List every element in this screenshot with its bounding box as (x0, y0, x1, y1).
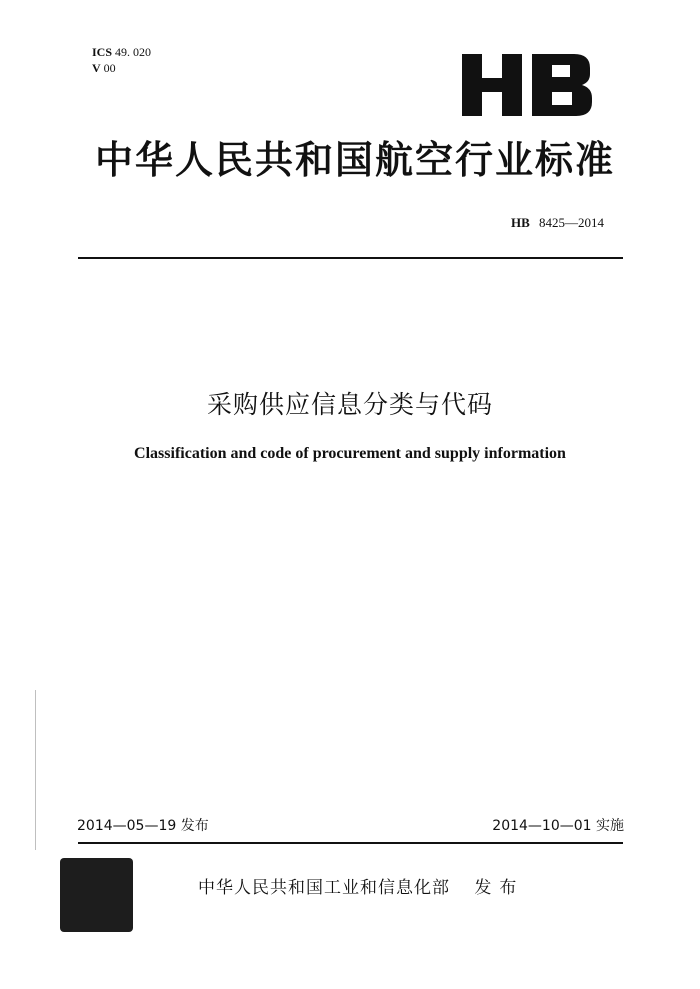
top-rule (78, 257, 623, 259)
ccs-code: 00 (103, 61, 116, 75)
standard-number-value: 8425—2014 (539, 215, 604, 230)
issue-date: 2014—05—19 发布 (77, 818, 209, 834)
bottom-rule (78, 842, 623, 844)
hb-logo (462, 54, 592, 116)
publisher-name: 中华人民共和国工业和信息化部 (198, 878, 450, 898)
standard-code: HB (510, 215, 530, 230)
publisher (198, 873, 524, 898)
ics-classification (92, 44, 151, 76)
title-chinese: 采购供应信息分类与代码 (206, 390, 493, 419)
effective-date: 2014—10—01 实施 (492, 818, 624, 834)
hb-logo-text: HB (527, 94, 529, 95)
standard-number (511, 215, 604, 231)
ics-line (92, 44, 151, 60)
organization-title: 中华人民共和国航空行业标准 (94, 138, 615, 182)
title-english: Classification and code of procurement and supply information (134, 445, 566, 462)
ccs-label: V (92, 61, 101, 75)
publisher-action: 发布 (474, 878, 525, 898)
ccs-line (92, 60, 151, 76)
ics-code: 49. 020 (115, 45, 152, 59)
seal-stamp (60, 858, 133, 932)
scan-artifact-line (35, 690, 36, 850)
ics-label: ICS (92, 45, 113, 59)
